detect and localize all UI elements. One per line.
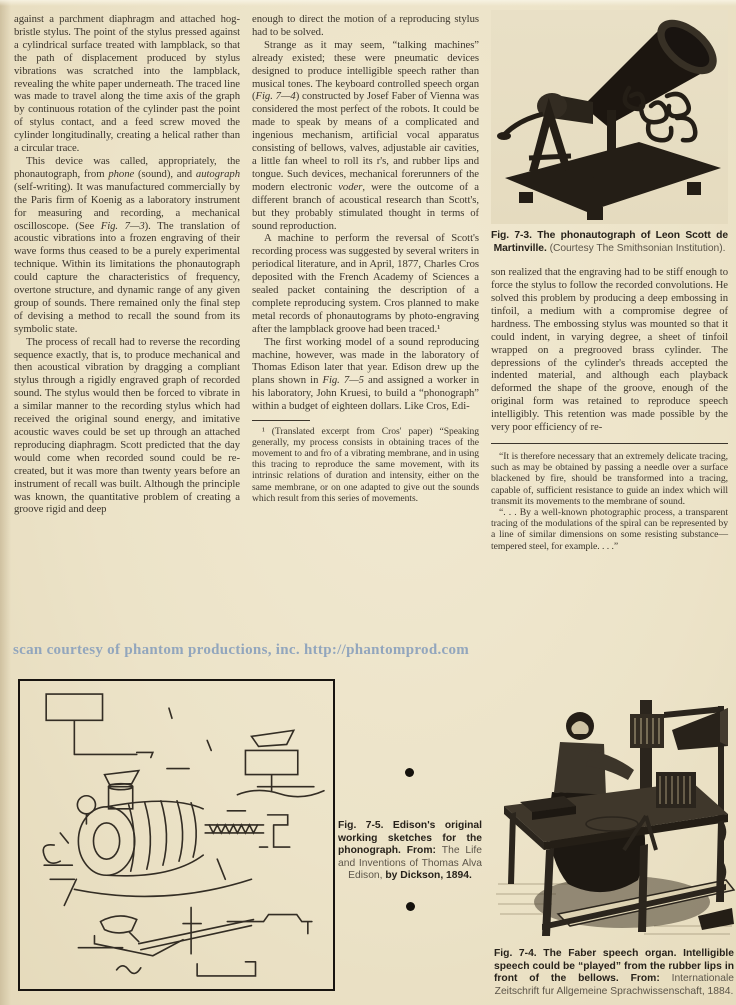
figure-7-3-caption: Fig. 7-3. The phonautograph of Leon Scott de Martinville. (Courtesy The Smithsonian Institution).	[491, 230, 728, 254]
body-paragraph: A machine to perform the reversal of Scott's recording process was suggested by several writers in periodical literature, and in April, 1877, Charles Cros deposited with the French Academy of Sciences a sealed packet containing the description of a complete reproducing system. Cros planned to make metal records of phonautograms by photo-engraving after the lampblack groove had been traced.¹	[252, 232, 479, 335]
bullet-dot	[406, 902, 415, 911]
footnote-paragraph: ¹ (Translated excerpt from Cros' paper) “Speaking generally, my process consists in obtaining traces of the movement to and fro of a vibrating membrane, and in using this tracing to reproduce the same movement, with its intrinsic relations of duration and intensity, either on the same membrane, or on one adapted to give out the sounds which result from this series of movements.	[252, 426, 479, 504]
edison-sketches-illustration	[20, 681, 333, 989]
scan-watermark: scan courtesy of phantom productions, inc. http://phantomprod.com	[13, 642, 470, 658]
text-column-right	[491, 10, 728, 552]
body-paragraph: son realized that the engraving had to be stiff enough to force the stylus to follow the recorded convolutions. He solved this problem by producing a deep embossing in tinfoil, a medium with a compromise degree of hardness. The embossing stylus was mounted so that it could indent, in varying degree, a sheet of tinfoil wrapped on a pregrooved brass cylinder. The depressions of the cylinder's threads accepted the indented material, and although each playback deformed the shape of the groove, enough of the original form was retained to reproduce speech intelligibly. This retention was made possible by the very poor efficiency of re-	[491, 266, 728, 434]
body-paragraph: enough to direct the motion of a reproducing stylus had to be solved.	[252, 13, 479, 38]
right-column-body	[491, 266, 728, 434]
text-column-middle	[252, 13, 479, 665]
body-paragraph: against a parchment diaphragm and attached hog-bristle stylus. The point of the stylus pressed against a cylindrical surface treated with lampblack, so that the path of displacement produced by stylus vibrations was scratched into the lampblack, revealing the white paper underneath. The traced line was made to travel along the time axis of the graph by continuous rotation of the cylinder past the point of stylus contact, and a feed screw moved the cylinder longitudinally, creating a helical rather than a circular trace.	[14, 13, 240, 155]
figure-7-4-engraving	[494, 688, 735, 940]
quote-paragraph: “. . . By a well-known photographic process, a transparent tracing of the modulations of the spiral can be represented by a line of similar dimensions on some resisting substance—tempered steel, for example. . . .”	[491, 506, 728, 552]
phonautograph-illustration	[491, 10, 728, 226]
quote-rule	[491, 443, 728, 444]
footnote	[252, 426, 479, 504]
bullet-dot	[405, 768, 414, 777]
quote-paragraph: “It is therefore necessary that an extremely delicate tracing, such as may be obtained by passing a needle over a surface blackened by fire, should be transformed into a tracing, capable of, sufficient resistance to guide an index which will transmit its movements to the membrane of sound.	[491, 450, 728, 507]
figure-7-5-sketchbox	[18, 679, 335, 991]
body-paragraph: The first working model of a sound reproducing machine, however, was made in the laboratory of Thomas Edison later that year. Edison drew up the plans shown in Fig. 7—5 and assigned a worker in his laboratory, John Kruesi, to build a “phonograph” within a budget of eighteen dollars. Like Cros, Edi-	[252, 335, 479, 413]
faber-speech-organ-illustration	[494, 688, 735, 940]
figure-7-5-caption: Fig. 7-5. Edison's original working sketches for the phonograph. From: The Life and Inventions of Thomas Alva Edison, by Dickson, 1894.	[338, 820, 482, 882]
body-paragraph: This device was called, appropriately, the phonautograph, from phone (sound), and autograph (self-writing). It was manufactured commercially by the Paris firm of Koenig as a laboratory instrument for measuring and recording, a mechanical oscilloscope. (See Fig. 7—3). The translation of acoustic vibrations into a frozen engraving of their wave forms thus ceased to be a purely experimental technique. Within its limitations the phonautograph could capture the characteristics of frequency, overtone structure, and dynamic range of any given group of sounds. There remained only the final step of devising a method to recall the sound from its symbolic state.	[14, 154, 240, 335]
block-quote	[491, 451, 728, 552]
figure-7-4-caption: Fig. 7-4. The Faber speech organ. Intelligible speech could be “played” from the rubber lips in front of the bellows. From: Internationale Zeitschrift fur Allgemeine Sprachwissenschaft, 1884.	[494, 948, 734, 997]
body-paragraph: Strange as it may seem, “talking machines” already existed; these were pneumatic devices designed to produce intelligible speech rather than musical tones. The keyboard controlled speech organ (Fig. 7—4) constructed by Josef Faber of Vienna was considered the most perfect of the robots. It could be made to speak by means of a complicated and ingenious mechanism, artificial vocal apparatus consisting of bellows, valves, adjustable air cavities, a little fan wheel to roll its r's, and rubber lips and tongue. Such devices, mechanical forerunners of the modern electronic voder, were the outcome of a different branch of acoustical research than Scott's, but they probably stimulated thought in terms of sound reproduction.	[252, 38, 479, 232]
text-column-left	[14, 13, 240, 665]
body-paragraph: The process of recall had to reverse the recording sequence exactly, that is, to produce mechanical and then acoustical vibration by dragging a compliant stylus through a rigidly engraved graph of recorded sound. The stylus would then be forced to vibrate in a similar manner to the recording stylus which had received the original sound energy, and imitative acoustic waves could be set up through an attached reproducing diaphragm. Scott predicted that the day would come when recorded sound could be re-created, but it was more than twenty years before an instrument of recall was built. Although the principle was known, the quantitative problem of creating a groove rigid and deep	[14, 335, 240, 516]
footnote-rule	[252, 420, 310, 421]
figure-7-3-photo	[491, 10, 728, 224]
